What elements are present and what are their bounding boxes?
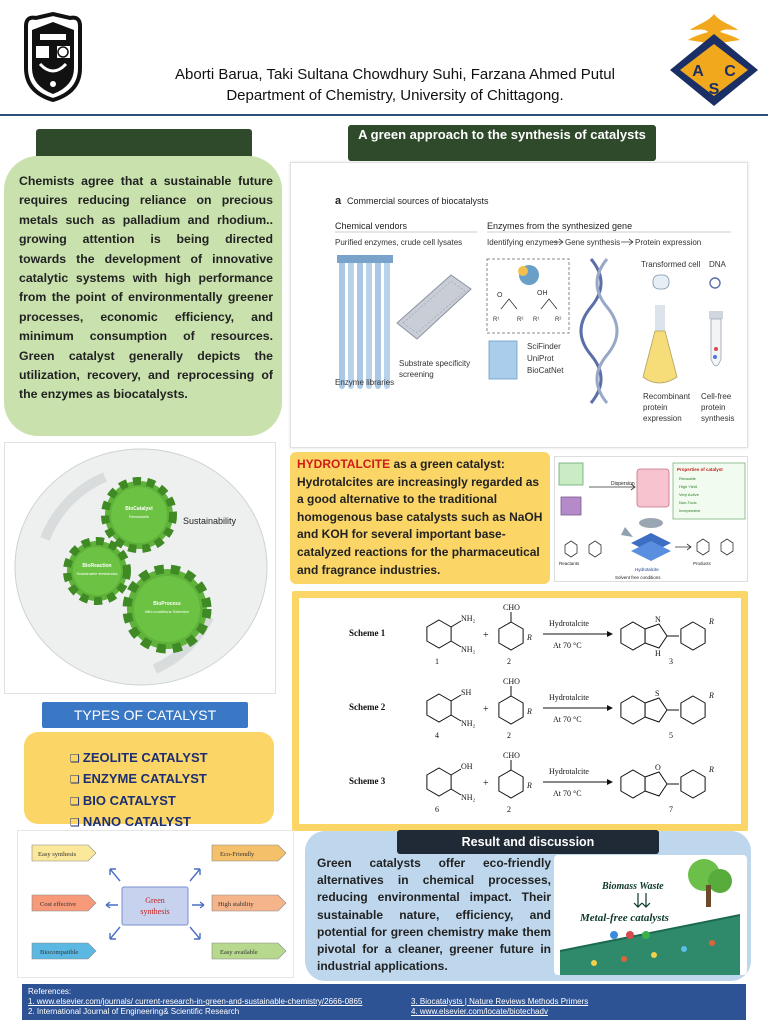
result-text: Green catalysts offer eco-friendly alternatives in chemical processes, reducing environmental impact. Their sustainable nature, efficiency, and potential for green chemistry make them pivotal for a cleaner, greener future in industrial applications. (317, 856, 551, 974)
node-easy-available-label: Easy available (220, 949, 258, 956)
recombinant-label-3: expression (643, 414, 682, 423)
compound-number-1: 4 (435, 731, 439, 740)
property-3: Very Active (679, 492, 699, 497)
compound-number-3: 5 (669, 731, 673, 740)
product-azole-ring (645, 698, 667, 722)
cell-free-tube-icon (709, 311, 723, 366)
dna-label: DNA (709, 260, 726, 269)
benzene-ring-1 (427, 694, 451, 722)
database-biocatnet: BioCatNet (527, 366, 564, 375)
acs-letter-a: A (692, 63, 704, 80)
gear-1-sub: Renewable (128, 514, 150, 519)
green-approach-heading: A green approach to the synthesis of catalysts (348, 125, 656, 161)
scheme-2 (349, 677, 714, 740)
center-line-1: Green (145, 896, 165, 905)
sustainability-label: Sustainability (183, 516, 237, 526)
hydrotalcite-highlight: HYDROTALCITE (297, 457, 391, 471)
reagent-label: Hydrotalcite (549, 767, 589, 776)
reference-1[interactable]: 1. www.elsevier.com/journals/ current-research-in-green-and-sustainable-chemistry/2666-0865 (28, 997, 363, 1006)
product-benzene-ring (621, 696, 645, 724)
reactant-nh2: NH₂ (461, 793, 476, 802)
compound-number-2: 2 (507, 657, 511, 666)
substrate-label-2: screening (399, 370, 434, 379)
property-2: High Yield (679, 484, 698, 489)
substituent-r: R (527, 633, 532, 642)
node-eco-friendly-label: Eco-Friendly (220, 851, 255, 858)
intro-text: Chemists agree that a sustainable future requires reducing reliance on precious metals such as palladium and rhodium.. growing attention is being directed towards the development of innovative catalytic systems with high performance from the point of environmentally greener processes, economic efficiency, and minimum consumption of resources. Green catalyst generally depicts the utilization, recovery, and reprocessing of the enzymes as biocatalysts. (19, 174, 273, 402)
hydrotalcite-body: Hydrotalcites are increasingly regarded as a good alternative to the traditional homogenous base catalysts such as NaOH and KOH for several important base-catalyzed reactions for the pharmaceutical and fragrance industries. (297, 474, 543, 577)
compound-number-3: 7 (669, 805, 673, 814)
biomass-label: Biomass Waste (602, 881, 664, 892)
reference-3[interactable]: 3. Biocatalysts | Nature Reviews Methods Primers (411, 997, 589, 1006)
compound-number-2: 2 (507, 731, 511, 740)
benzene-ring-2 (499, 770, 523, 798)
condition-label: At 70 °C (553, 715, 582, 724)
plus-sign: + (483, 778, 489, 789)
properties-title: Properties of catalyst (677, 467, 723, 472)
header-divider (0, 114, 768, 116)
compound-number-1: 6 (435, 805, 439, 814)
scheme-label: Scheme 1 (349, 628, 386, 638)
acs-letter-c: C (724, 63, 736, 80)
green-synthesis-center (122, 887, 188, 925)
database-uniprot: UniProt (527, 354, 554, 363)
scheme-label: Scheme 2 (349, 702, 386, 712)
cell-free-label-2: protein (701, 403, 726, 412)
benzene-ring-2 (499, 622, 523, 650)
types-heading: TYPES OF CATALYST (42, 702, 248, 728)
compound-number-2: 2 (507, 805, 511, 814)
transformed-cell-label: Transformed cell (641, 260, 701, 269)
alcohol-r1: R¹ (533, 317, 540, 323)
identifying-label: Identifying enzymes (487, 238, 558, 247)
node-easy-synthesis-label: Easy synthesis (38, 851, 77, 858)
dispersion-label: Dispersion (611, 481, 635, 487)
types-list (70, 748, 208, 834)
type-item-enzyme: ❑ ENZYME CATALYST (70, 769, 208, 790)
reagent-label: Hydrotalcite (549, 619, 589, 628)
benzene-ring-1 (427, 768, 451, 796)
product-phenyl-ring (681, 770, 705, 798)
authors-block (110, 64, 680, 106)
property-4: Non-Toxic (679, 500, 697, 505)
biocatalyst-sources-figure (290, 162, 748, 448)
reactant-nh2: NH₂ (461, 719, 476, 728)
alcohol-r2: R² (555, 317, 562, 323)
compound-number-1: 1 (435, 657, 439, 666)
university-logo (20, 12, 86, 102)
sustainability-figure (4, 442, 276, 694)
scheme-3 (349, 751, 714, 814)
enzyme-libraries-label: Enzyme libraries (335, 378, 395, 387)
condition-label: At 70 °C (553, 789, 582, 798)
metal-free-label: Metal-free catalysts (580, 912, 669, 924)
aldehyde-cho: CHO (503, 603, 520, 612)
database-scifinder: SciFinder (527, 342, 561, 351)
panel-title: Commercial sources of biocatalysts (347, 196, 489, 206)
protein-expression-label: Protein expression (635, 238, 702, 247)
substituent-r: R (527, 781, 532, 790)
type-item-zeolite: ❑ ZEOLITE CATALYST (70, 748, 208, 769)
compound-number-3: 3 (669, 657, 673, 666)
panel-label: a (335, 195, 342, 207)
product-benzene-ring (621, 622, 645, 650)
reactant-nh2: NH₂ (461, 645, 476, 654)
scheme-label: Scheme 3 (349, 776, 386, 786)
plus-sign: + (483, 630, 489, 641)
purified-label: Purified enzymes, crude cell lysates (335, 238, 463, 247)
substrate-label-1: Substrate specificity (399, 359, 471, 368)
substituent-r: R (527, 707, 532, 716)
product-heteroatom: S (655, 689, 660, 698)
reactant-group: SH (461, 688, 472, 697)
screening-plate-icon (397, 275, 471, 339)
gear-2-sub: Sustainable feedstocks (76, 571, 118, 576)
reference-4[interactable]: 4. www.elsevier.com/locate/biotechadv (411, 1007, 548, 1016)
product-benzene-ring (621, 770, 645, 798)
product-heteroatom-h: H (655, 649, 661, 658)
product-azole-ring (645, 772, 667, 796)
product-azole-ring (645, 624, 667, 648)
recombinant-label-2: protein (643, 403, 668, 412)
biomass-figure (554, 855, 747, 975)
benzene-ring-2 (499, 696, 523, 724)
product-phenyl-ring (681, 622, 705, 650)
recombinant-flask-icon (643, 305, 677, 383)
property-5: Inexpensive (679, 508, 701, 513)
solvent-free-label: Solvent free conditions (615, 575, 661, 580)
ketone-o: O (497, 292, 503, 299)
gear-3-title: BioProcess (153, 601, 181, 607)
ketone-r1: R¹ (493, 317, 500, 323)
product-r: R (709, 765, 714, 774)
center-line-2: synthesis (140, 907, 170, 916)
hydrotalcite-text (297, 456, 547, 579)
schemes-panel (299, 598, 741, 824)
hydrotalcite-fig-label: Hydrotalcite (635, 567, 659, 572)
enzymes-gene-label: Enzymes from the synthesized gene (487, 221, 633, 231)
product-r: R (709, 617, 714, 626)
gear-1-title: BioCatalyst (125, 506, 153, 512)
acs-letter-s: S (708, 81, 720, 98)
enzyme-tubes-icon (337, 255, 393, 389)
products-label: Products (693, 561, 711, 566)
recombinant-label-1: Recombinant (643, 392, 691, 401)
dna-helix-icon (581, 259, 617, 403)
node-high-stability-label: High stability (218, 901, 254, 908)
reagent-label: Hydrotalcite (549, 693, 589, 702)
ketone-r2: R² (517, 317, 524, 323)
department-name: Department of Chemistry, University of Chittagong. (226, 87, 564, 104)
reactant-group: OH (461, 762, 473, 771)
reactant-group: NH₂ (461, 614, 476, 623)
gear-2-title: BioReaction (82, 563, 112, 569)
type-item-bio: ❑ BIO CATALYST (70, 791, 208, 812)
cell-free-label-3: synthesis (701, 414, 735, 423)
aldehyde-cho: CHO (503, 751, 520, 760)
result-heading: Result and discussion (397, 830, 659, 854)
type-item-nano: ❑ NANO CATALYST (70, 812, 208, 833)
references-bar (22, 984, 746, 1020)
plus-sign: + (483, 704, 489, 715)
acs-logo (668, 14, 760, 106)
chemical-vendors-label: Chemical vendors (335, 221, 408, 231)
product-heteroatom: O (655, 763, 661, 772)
benzene-ring-1 (427, 620, 451, 648)
authors-names: Aborti Barua, Taki Sultana Chowdhury Suhi, Farzana Ahmed Putul (175, 66, 615, 83)
reference-2: 2. International Journal of Engineering& Scientific Research (28, 1007, 240, 1016)
reactants-label: Reactants (559, 561, 580, 566)
gene-synthesis-label: Gene synthesis (565, 238, 621, 247)
product-heteroatom: N (655, 615, 661, 624)
property-1: Reusable (679, 476, 696, 481)
tree-icon (688, 859, 732, 907)
green-synthesis-diagram (17, 830, 294, 978)
condition-label: At 70 °C (553, 641, 582, 650)
product-r: R (709, 691, 714, 700)
hydrotalcite-heading-rest: as a green catalyst: (390, 457, 505, 471)
scheme-1 (349, 603, 714, 666)
alcohol-oh: OH (537, 290, 548, 297)
aldehyde-cho: CHO (503, 677, 520, 686)
node-biocompatible-label: Biocompatible (40, 949, 79, 956)
product-phenyl-ring (681, 696, 705, 724)
cell-free-label-1: Cell-free (701, 392, 732, 401)
references-heading: References: (28, 987, 72, 996)
hydrotalcite-figure (554, 456, 748, 582)
node-cost-effective-label: Cost effective (40, 901, 77, 908)
gear-3-sub: Mild conditions Selective (145, 609, 189, 614)
